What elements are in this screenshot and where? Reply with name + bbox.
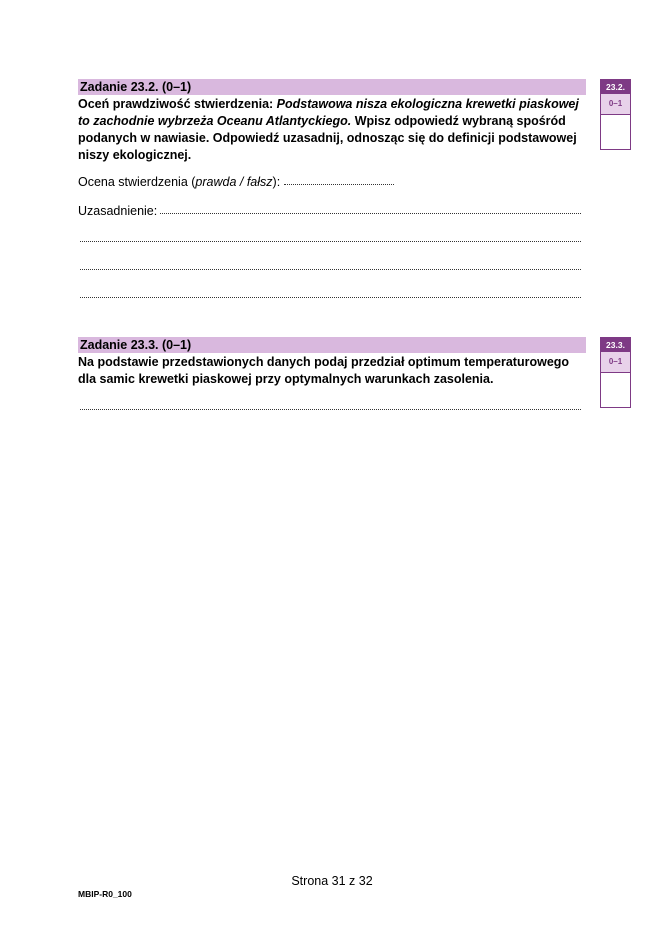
justification-line-2[interactable] [80, 241, 581, 242]
justification-line-1[interactable] [160, 213, 581, 214]
assessment-answer-line[interactable] [284, 184, 394, 185]
assessment-label: Ocena stwierdzenia (prawda / fałsz): [78, 175, 281, 189]
score-field [601, 373, 630, 407]
page-number: Strona 31 z 32 [291, 874, 373, 888]
answer-line[interactable] [80, 409, 581, 410]
score-points: 0–1 [601, 352, 630, 373]
document-code: MBIP-R0_100 [78, 889, 132, 899]
task-23-3-header: Zadanie 23.3. (0–1) [78, 337, 586, 353]
task-23-2-question: Oceń prawdziwość stwierdzenia: Podstawowa nisza ekologiczna krewetki piaskowej to zachodnie wybrzeża Oceanu Atlantyckiego. Wpisz odpowiedź wybraną spośród podanych w nawiasie. Odpowiedź uzasadnij, odnosząc się do definicji podstawowej niszy ekologicznej. [78, 97, 579, 162]
score-id: 23.2. [601, 80, 630, 94]
justification-line-3[interactable] [80, 269, 581, 270]
score-box-23-2 [600, 79, 631, 150]
justification-label: Uzasadnienie: [78, 204, 158, 218]
score-points: 0–1 [601, 94, 630, 115]
justification-line-4[interactable] [80, 297, 581, 298]
task-23-2-header: Zadanie 23.2. (0–1) [78, 79, 586, 95]
score-field [601, 115, 630, 149]
task-23-3-question: Na podstawie przedstawionych danych podaj przedział optimum temperaturowego dla samic krewetki piaskowej przy optymalnych warunkach zasolenia. [78, 355, 570, 386]
score-box-23-3 [600, 337, 631, 408]
score-id: 23.3. [601, 338, 630, 352]
